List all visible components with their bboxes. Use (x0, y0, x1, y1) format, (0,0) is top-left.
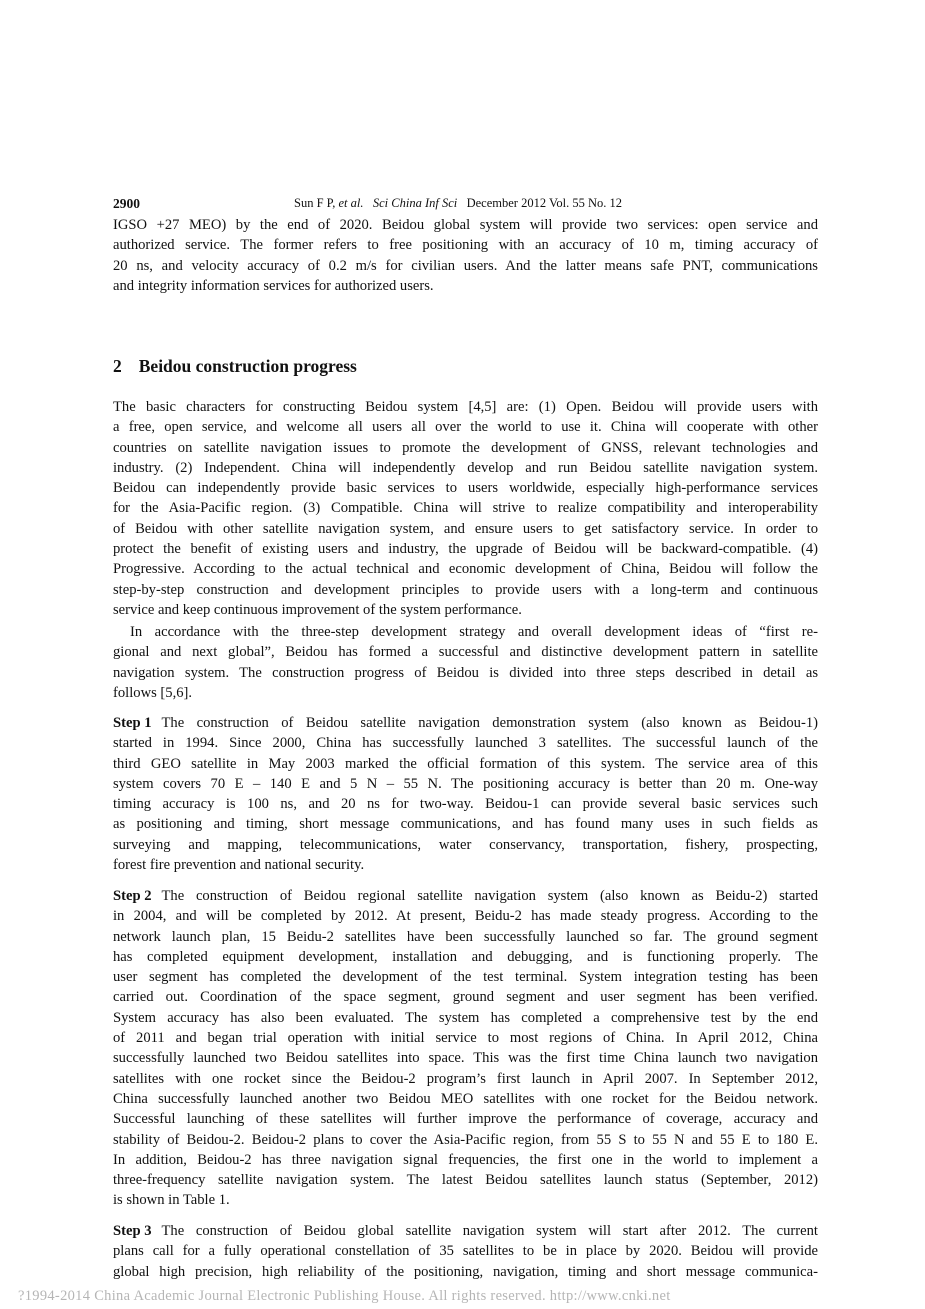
line-text: three-frequency satellite navigation system. The latest Beidou satellites launch status (September, 2012) (113, 1172, 818, 1189)
line-text: The basic characters for constructing Beidou system [4,5] are: (1) Open. Beidou will provide users with (113, 399, 818, 415)
line-text: Beidou can independently provide basic services to users worldwide, especially high-performance services (113, 480, 818, 497)
line-text: of 2011 and began trial operation with initial service to most regions of China. In April 2012, China (113, 1030, 818, 1047)
line-text: as positioning and timing, short message communications, and has found many uses in such fields as (113, 816, 818, 833)
text-line (113, 1130, 818, 1150)
line-text: step-by-step construction and development principles to provide users with a long-term and continuous (113, 581, 818, 598)
line-text: System accuracy has also been evaluated. The system has completed a comprehensive test by the end (113, 1009, 818, 1026)
running-header (294, 196, 622, 211)
section-title: Beidou construction progress (138, 356, 357, 376)
text-line (113, 580, 818, 600)
line-text: network launch plan, 15 Beidu-2 satellites have been successfully launched so far. The ground segment (113, 928, 818, 945)
line-text: countries on satellite navigation issues to promote the development of GNSS, relevant technologies and (113, 439, 818, 456)
text-line (113, 835, 818, 855)
text-line (113, 1241, 818, 1261)
line-text: IGSO +27 MEO) by the end of 2020. Beidou global system will provide two services: open service and (113, 217, 818, 233)
section-number: 2 (113, 356, 122, 376)
text-line (113, 498, 818, 518)
line-text: navigation system. The construction progress of Beidou is divided into three steps described in detail as (113, 664, 818, 681)
line-text: The construction of Beidou satellite navigation demonstration system (also known as Beidou-1) (161, 715, 818, 731)
text-line (113, 519, 818, 539)
text-line (113, 947, 818, 967)
text-line (113, 1170, 818, 1190)
line-text: Progressive. According to the actual technical and economic development of China, Beidou will follow the (113, 561, 818, 578)
running-header-issue: December 2012 Vol. 55 No. 12 (466, 196, 623, 210)
text-line (113, 622, 818, 642)
text-line (113, 478, 818, 498)
text-line (113, 1008, 818, 1028)
text-line (113, 215, 818, 235)
line-text: carried out. Coordination of the space segment, ground segment and user segment has been verified. (113, 989, 818, 1006)
text-line (113, 1089, 818, 1109)
line-text: plans call for a fully operational constellation of 35 satellites to be in place by 2020. Beidou will provide (113, 1243, 818, 1260)
line-text: Successful launching of these satellites will further improve the performance of coverage, accuracy and (113, 1111, 818, 1128)
line-text: authorized service. The former refers to free positioning with an accuracy of 10 m, timing accuracy of (113, 237, 818, 254)
text-line (113, 794, 818, 814)
text-line (113, 987, 818, 1007)
text-line (113, 256, 818, 276)
text-line (113, 539, 818, 559)
text-line (113, 1190, 818, 1210)
text-line (113, 906, 818, 926)
text-line (113, 814, 818, 834)
text-line (113, 458, 818, 478)
text-line (113, 1048, 818, 1068)
line-text: third GEO satellite in May 2003 marked the official formation of this system. The service area of this (113, 755, 818, 772)
line-text: forest fire prevention and national security. (113, 857, 365, 874)
line-text: a free, open service, and welcome all users all over the world to use it. China will cooperate with other (113, 419, 818, 436)
running-header-authors: Sun F P, (294, 196, 336, 210)
text-line (113, 733, 818, 753)
line-text: successfully launched two Beidou satellites into space. This was the first time China launch two navigation (113, 1050, 818, 1067)
line-text: surveying and mapping, telecommunications, water conservancy, transportation, fishery, prospecting, (113, 836, 818, 853)
step-label: Step 1 (113, 715, 152, 731)
text-line (113, 754, 818, 774)
line-text: is shown in Table 1. (113, 1192, 230, 1209)
line-text: The construction of Beidou regional satellite navigation system (also known as Beidu-2) started (161, 888, 818, 904)
text-line (113, 663, 818, 683)
text-line (113, 1028, 818, 1048)
line-text: The construction of Beidou global satellite navigation system will start after 2012. The current (161, 1223, 818, 1239)
line-text: In accordance with the three-step development strategy and overall development ideas of “first re- (130, 624, 818, 640)
text-line (113, 1109, 818, 1129)
text-line (113, 927, 818, 947)
line-text: of Beidou with other satellite navigation system, and ensure users to get satisfactory service. In order to (113, 520, 818, 537)
line-text: China successfully launched another two Beidou MEO satellites with one rocket for the Beidou network. (113, 1090, 818, 1107)
line-text: gional and next global”, Beidou has formed a successful and distinctive development pattern in satellite (113, 644, 818, 661)
text-line (113, 1221, 818, 1241)
paragraph-step-3 (113, 1221, 818, 1282)
line-text: 20 ns, and velocity accuracy of 0.2 m/s for civilian users. And the latter means safe PNT, communications (113, 257, 818, 274)
text-line (113, 886, 818, 906)
paragraph-three-step (113, 622, 818, 703)
line-text: for the Asia-Pacific region. (3) Compatible. China will strive to realize compatibility and interoperability (113, 500, 818, 517)
paragraph-step-2 (113, 886, 818, 1211)
line-text: service and keep continuous improvement of the system performance. (113, 601, 522, 618)
line-text: started in 1994. Since 2000, China has successfully launched 3 satellites. The successful launch of the (113, 735, 818, 752)
line-text: In addition, Beidou-2 has three navigation signal frequencies, the first one in the world to implement a (113, 1151, 818, 1168)
text-line (113, 559, 818, 579)
text-line (113, 774, 818, 794)
running-header-etal: et al. (338, 196, 364, 210)
line-text: global high precision, high reliability of the positioning, navigation, timing and short message communica- (113, 1263, 818, 1280)
text-line (113, 600, 818, 620)
line-text: satellites with one rocket since the Beidou-2 program’s first launch in April 2007. In September 2012, (113, 1070, 818, 1087)
text-line (113, 1069, 818, 1089)
line-text: industry. (2) Independent. China will independently develop and run Beidou satellite navigation system. (113, 459, 818, 476)
step-label: Step 2 (113, 888, 152, 904)
section-heading (113, 356, 357, 377)
text-line (113, 276, 818, 296)
text-line (113, 1262, 818, 1282)
line-text: system covers 70 E – 140 E and 5 N – 55 N. The positioning accuracy is better than 20 m. One-way (113, 775, 818, 792)
text-line (113, 235, 818, 255)
text-line (113, 438, 818, 458)
text-line (113, 417, 818, 437)
text-line (113, 683, 818, 703)
line-text: protect the benefit of existing users and industry, the upgrade of Beidou will be backward-compatible. (4) (113, 541, 818, 558)
line-text: in 2004, and will be completed by 2012. At present, Beidu-2 has made steady progress. According to the (113, 908, 818, 925)
line-text: user segment has completed the development of the test terminal. System integration testing has been (113, 969, 818, 986)
text-line (113, 713, 818, 733)
running-header-journal: Sci China Inf Sci (372, 196, 458, 210)
cnki-watermark: ?1994-2014 China Academic Journal Electronic Publishing House. All rights reserved. http://www.cnki.net (18, 1288, 671, 1304)
text-line (113, 397, 818, 417)
paragraph-step-1 (113, 713, 818, 875)
page-number: 2900 (113, 196, 140, 211)
line-text: follows [5,6]. (113, 684, 193, 701)
line-text: and integrity information services for authorized users. (113, 277, 434, 294)
text-line (113, 1150, 818, 1170)
text-line (113, 642, 818, 662)
line-text: stability of Beidou-2. Beidou-2 plans to cover the Asia-Pacific region, from 55 S to 55 N and 55 E to 180 E. (113, 1131, 818, 1148)
paragraph-basic-characters (113, 397, 818, 620)
line-text: timing accuracy is 100 ns, and 20 ns for two-way. Beidou-1 can provide several basic services such (113, 796, 818, 813)
step-label: Step 3 (113, 1223, 152, 1239)
line-text: has completed equipment development, installation and debugging, and is functioning properly. The (113, 948, 818, 965)
text-line (113, 967, 818, 987)
paragraph-continued (113, 215, 818, 296)
text-line (113, 855, 818, 875)
